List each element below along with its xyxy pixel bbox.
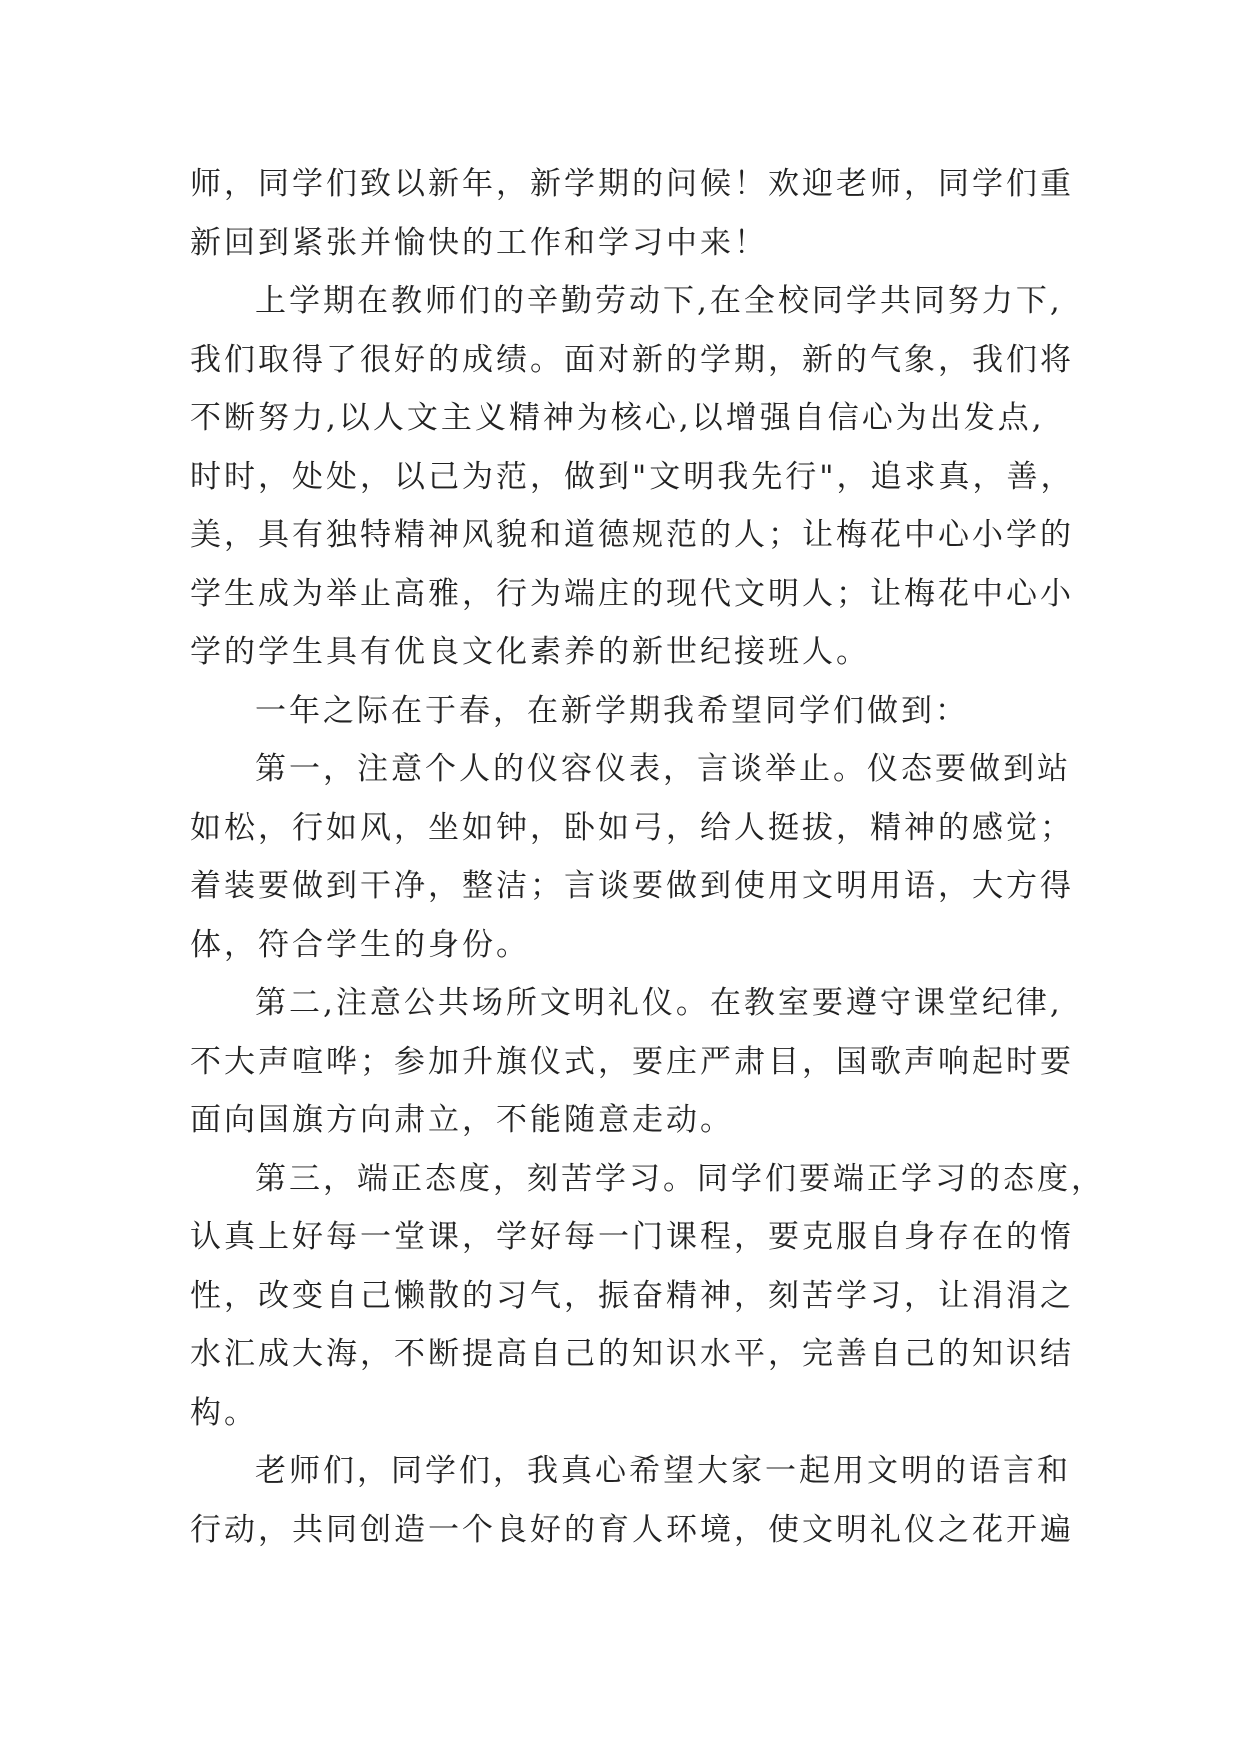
text-line: 体，符合学生的身份。 [190,926,530,963]
text-line: 如松，行如风，坐如钟，卧如弓，给人挺拔，精神的感觉； [190,809,1074,846]
text-line: 行动，共同创造一个良好的育人环境，使文明礼仪之花开遍 [190,1511,1074,1548]
text-line: 构。 [190,1394,258,1431]
text-line: 第二,注意公共场所文明礼仪。在教室要遵守课堂纪律, [255,985,1063,1021]
text-line: 美，具有独特精神风貌和道德规范的人；让梅花中心小学的 [190,517,1074,553]
text-line: 老师们，同学们，我真心希望大家一起用文明的语言和 [255,1453,1071,1489]
text-line: 不大声喧哗；参加升旗仪式，要庄严肃目，国歌声响起时要 [190,1043,1074,1080]
text-line: 面向国旗方向肃立，不能随意走动。 [190,1102,734,1138]
text-line: 师，同学们致以新年，新学期的问候！欢迎老师，同学们重 [190,166,1074,202]
text-line: 第一，注意个人的仪容仪表，言谈举止。仪态要做到站 [255,751,1071,787]
text-line: 新回到紧张并愉快的工作和学习中来！ [190,224,768,261]
text-line: 认真上好每一堂课，学好每一门课程，要克服自身存在的惰 [190,1219,1074,1255]
text-line: 时时，处处，以己为范，做到"文明我先行"，追求真，善， [190,458,1075,495]
text-line: 上学期在教师们的辛勤劳动下,在全校同学共同努力下, [255,283,1063,319]
text-line: 性，改变自己懒散的习气，振奋精神，刻苦学习，让涓涓之 [190,1277,1074,1314]
text-line: 不断努力,以人文主义精神为核心,以增强自信心为出发点, [190,400,1045,436]
text-line: 水汇成大海，不断提高自己的知识水平，完善自己的知识结 [190,1336,1074,1372]
text-line: 学的学生具有优良文化素养的新世纪接班人。 [190,634,870,670]
text-line: 着装要做到干净，整洁；言谈要做到使用文明用语，大方得 [190,868,1074,904]
text-line: 我们取得了很好的成绩。面对新的学期，新的气象，我们将 [190,341,1074,378]
text-line: 学生成为举止高雅，行为端庄的现代文明人；让梅花中心小 [190,575,1074,612]
text-line: 第三，端正态度，刻苦学习。同学们要端正学习的态度， [255,1160,1105,1197]
text-line: 一年之际在于春，在新学期我希望同学们做到： [255,692,969,729]
speech-text-body [190,155,1105,1559]
